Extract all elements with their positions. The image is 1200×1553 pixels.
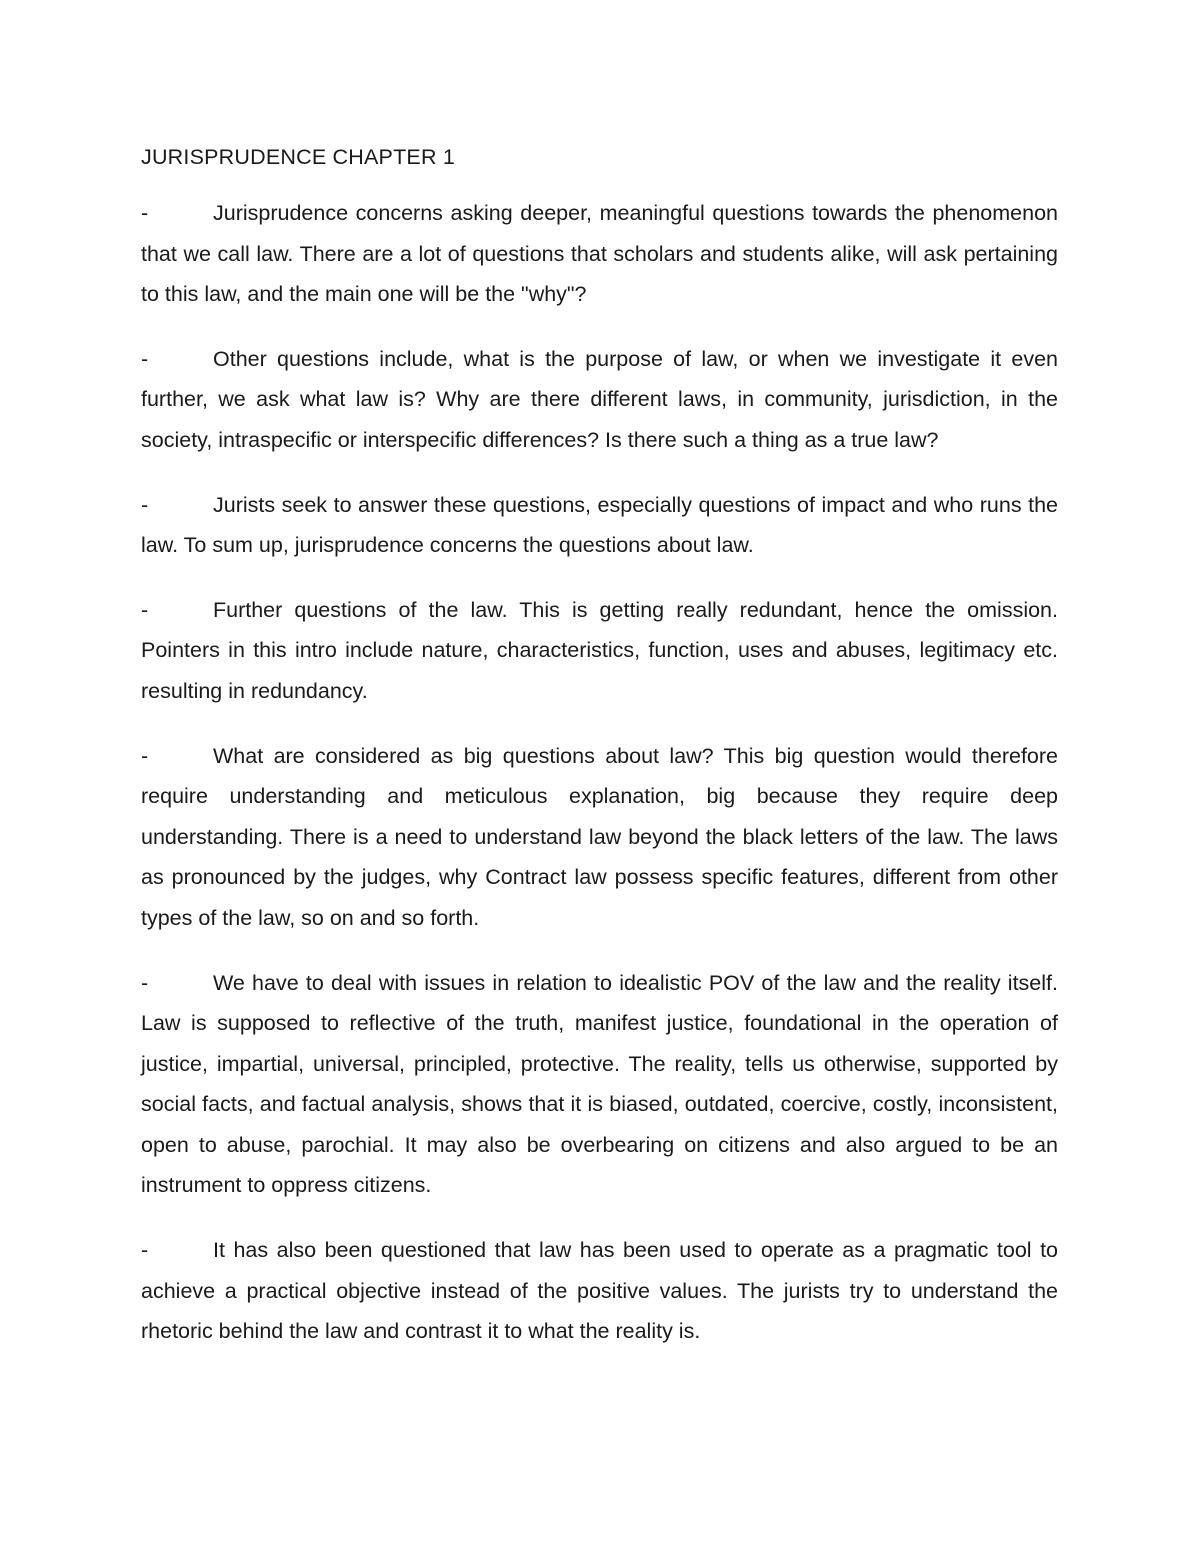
bullet-dash: - — [141, 597, 149, 622]
paragraph-text: What are considered as big questions about law? This big question would therefore require understanding and meticulous explanation, big because they require deep understanding. There is a need to understand law beyond the black letters of the law. The laws as pronounced by the judges, why Contract law possess specific features, different from other types of the law, so on and so forth. — [141, 743, 1058, 930]
paragraph-text: Further questions of the law. This is getting really redundant, hence the omission. Pointers in this intro include nature, characteristics, function, uses and abuses, legitimacy etc. resulting in redundancy. — [141, 597, 1058, 703]
bullet-dash: - — [141, 346, 149, 371]
bullet-paragraph — [141, 590, 1058, 712]
paragraph-text: We have to deal with issues in relation to idealistic POV of the law and the reality itself. Law is supposed to reflective of the truth, manifest justice, foundational in the operation of justice, impartial, universal, principled, protective. The reality, tells us otherwise, supported by social facts, and factual analysis, shows that it is biased, outdated, coercive, costly, inconsistent, open to abuse, parochial. It may also be overbearing on citizens and also argued to be an instrument to oppress citizens. — [141, 970, 1058, 1198]
bullet-dash: - — [141, 1238, 149, 1263]
bullet-dash: - — [141, 201, 149, 225]
bullet-paragraph — [141, 485, 1058, 566]
paragraph-text: Other questions include, what is the purpose of law, or when we investigate it even further, we ask what law is? Why are there different laws, in community, jurisdiction, in the society, intraspecific or interspecific differences? Is there such a thing as a true law? — [141, 346, 1058, 452]
paragraph-text: Jurists seek to answer these questions, especially questions of impact and who runs the law. To sum up, jurisprudence concerns the questions about law. — [141, 492, 1058, 558]
bullet-paragraph — [141, 963, 1058, 1207]
document-title: JURISPRUDENCE CHAPTER 1 — [141, 145, 456, 169]
bullet-paragraph — [141, 736, 1058, 939]
document-body — [141, 141, 1058, 1376]
paragraph-text: Jurisprudence concerns asking deeper, meaningful questions towards the phenomenon that we call law. There are a lot of questions that scholars and students alike, will ask pertaining to this law, and the main one will be the "why"? — [141, 201, 1058, 307]
bullet-paragraph — [141, 339, 1058, 461]
bullet-paragraph — [141, 193, 1058, 315]
bullet-paragraph — [141, 1230, 1058, 1352]
bullet-dash: - — [141, 970, 149, 995]
paragraph-text: It has also been questioned that law has been used to operate as a pragmatic tool to achieve a practical objective instead of the positive values. The jurists try to understand the rhetoric behind the law and contrast it to what the reality is. — [141, 1238, 1058, 1344]
bullet-dash: - — [141, 492, 149, 517]
bullet-dash: - — [141, 743, 149, 768]
